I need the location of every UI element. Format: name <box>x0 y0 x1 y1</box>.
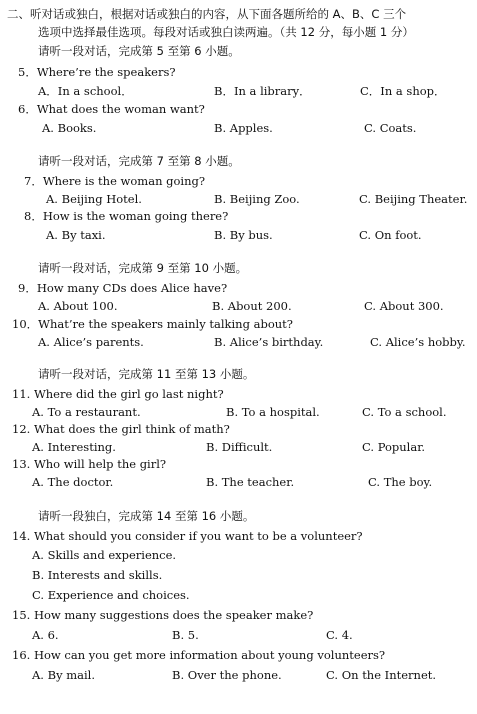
question-text: What does the woman want? <box>36 102 205 116</box>
question-number: 16. <box>12 648 34 662</box>
question-number: 9． <box>18 281 37 295</box>
option-5-a: A．In a school． <box>38 84 133 98</box>
question-text: Where’re the speakers? <box>36 65 176 79</box>
option-13-a: A. The doctor. <box>32 475 114 489</box>
question-text: How is the woman going there? <box>42 209 229 223</box>
option-6-b: B. Apples. <box>214 121 273 135</box>
option-8-a: A. By taxi. <box>46 228 106 242</box>
question-text: What does the girl think of math? <box>33 422 230 436</box>
question-15 <box>12 607 313 623</box>
option-7-c: C. Beijing Theater. <box>359 192 468 206</box>
option-13-b: B. The teacher. <box>206 475 295 489</box>
option-8-b: B. By bus. <box>214 228 273 242</box>
option-6-c: C. Coats. <box>364 121 417 135</box>
question-10 <box>12 316 293 332</box>
option-15-a: A. 6. <box>32 628 59 642</box>
option-16-c: C. On the Internet. <box>326 668 437 682</box>
option-16-a: A. By mail. <box>32 668 95 682</box>
option-10-b: B. Alice’s birthday. <box>214 335 324 349</box>
instruction-11-13: 请听一段对话，完成第 11 至第 13 小题。 <box>38 367 255 381</box>
option-15-c: C. 4. <box>326 628 353 642</box>
instruction-9-10: 请听一段对话，完成第 9 至第 10 小题。 <box>38 261 248 275</box>
question-number: 8． <box>24 209 43 223</box>
option-12-c: C. Popular. <box>362 440 426 454</box>
question-text: Who will help the girl? <box>33 457 167 471</box>
question-number: 15. <box>12 608 34 622</box>
option-9-a: A. About 100. <box>38 299 118 313</box>
option-15-b: B. 5. <box>172 628 199 642</box>
option-16-b: B. Over the phone. <box>172 668 282 682</box>
question-number: 14. <box>12 529 34 543</box>
question-text: Where is the woman going? <box>42 174 206 188</box>
instruction-5-6: 请听一段对话，完成第 5 至第 6 小题。 <box>38 44 240 58</box>
question-text: What should you consider if you want to be a volunteer? <box>33 529 363 543</box>
option-7-b: B. Beijing Zoo. <box>214 192 300 206</box>
option-14-a: A. Skills and experience. <box>32 548 177 562</box>
option-7-a: A. Beijing Hotel. <box>46 192 142 206</box>
option-6-a: A. Books. <box>42 121 97 135</box>
question-13 <box>12 456 166 472</box>
option-10-c: C. Alice’s hobby. <box>370 335 466 349</box>
option-11-c: C. To a school. <box>362 405 447 419</box>
option-5-c: C．In a shop． <box>360 84 446 98</box>
question-text: How can you get more information about young volunteers? <box>33 648 386 662</box>
question-5 <box>18 64 176 80</box>
question-14 <box>12 528 363 544</box>
question-number: 5． <box>18 65 37 79</box>
question-number: 7． <box>24 174 43 188</box>
option-11-a: A. To a restaurant. <box>32 405 141 419</box>
question-number: 11. <box>12 387 34 401</box>
option-10-a: A. Alice’s parents. <box>38 335 144 349</box>
question-11 <box>12 386 224 402</box>
question-16 <box>12 647 385 663</box>
question-text: How many suggestions does the speaker make? <box>33 608 314 622</box>
instruction-14-16: 请听一段独白，完成第 14 至第 16 小题。 <box>38 509 255 523</box>
question-12 <box>12 421 230 437</box>
question-number: 13. <box>12 457 34 471</box>
option-9-c: C. About 300. <box>364 299 444 313</box>
question-6 <box>18 101 205 117</box>
option-8-c: C. On foot. <box>359 228 422 242</box>
option-13-c: C. The boy. <box>368 475 433 489</box>
option-11-b: B. To a hospital. <box>226 405 320 419</box>
option-14-c: C. Experience and choices. <box>32 588 190 602</box>
question-9 <box>18 280 227 296</box>
option-9-b: B. About 200. <box>212 299 292 313</box>
section-header-line-2: 选项中选择最佳选项。每段对话或独白读两遍。（共 12 分，每小题 1 分） <box>38 25 414 39</box>
option-12-a: A. Interesting. <box>32 440 116 454</box>
question-text: Where did the girl go last night? <box>33 387 224 401</box>
section-header-line-1: 二、听对话或独白，根据对话或独白的内容，从下面各题所给的 A、B、C 三个 <box>7 7 407 21</box>
option-5-b: B．In a library． <box>214 84 311 98</box>
question-number: 12. <box>12 422 34 436</box>
option-14-b: B. Interests and skills. <box>32 568 163 582</box>
question-7 <box>24 173 205 189</box>
question-text: How many CDs does Alice have? <box>36 281 228 295</box>
question-text: What’re the speakers mainly talking about? <box>38 317 293 331</box>
question-number: 10． <box>12 317 39 331</box>
option-12-b: B. Difficult. <box>206 440 273 454</box>
instruction-7-8: 请听一段对话，完成第 7 至第 8 小题。 <box>38 154 240 168</box>
question-8 <box>24 208 228 224</box>
question-number: 6． <box>18 102 37 116</box>
